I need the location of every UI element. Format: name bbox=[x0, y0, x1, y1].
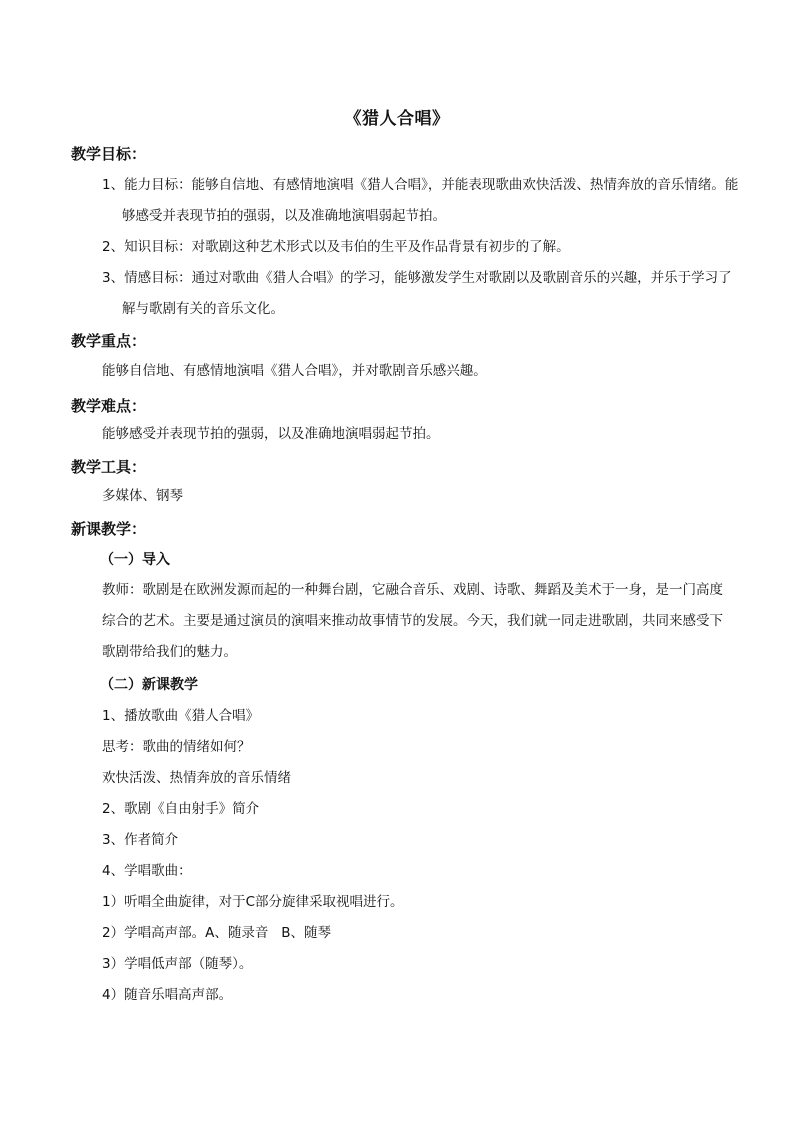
document-title: 《猎人合唱》 bbox=[344, 109, 450, 129]
key-points-heading: 教学重点： bbox=[71, 332, 147, 350]
teaching-line: 4）随音乐唱高声部。 bbox=[102, 987, 233, 1003]
objectives-heading: 教学目标： bbox=[71, 145, 147, 163]
teaching-line: 3、作者简介 bbox=[102, 832, 179, 848]
objective-knowledge: 2、知识目标：对歌剧这种艺术形式以及韦伯的生平及作品背景有初步的了解。 bbox=[102, 239, 570, 255]
key-points-text: 能够自信地、有感情地演唱《猎人合唱》，并对歌剧音乐感兴趣。 bbox=[102, 363, 487, 379]
objective-emotion: 3、情感目标：通过对歌曲《猎人合唱》的学习，能够激发学生对歌剧以及歌剧音乐的兴趣，并乐于学习了解与歌剧有关的音乐文化。 bbox=[102, 270, 732, 317]
tools-heading: 教学工具： bbox=[71, 458, 147, 476]
teaching-line: 1）听唱全曲旋律，对于C部分旋律采取视唱进行。 bbox=[102, 894, 404, 910]
tools-text: 多媒体、钢琴 bbox=[102, 488, 183, 504]
difficulties-heading: 教学难点： bbox=[71, 397, 147, 415]
teaching-line: 1、播放歌曲《猎人合唱》 bbox=[102, 708, 260, 724]
teaching-line: 欢快活泼、热情奔放的音乐情绪 bbox=[102, 770, 291, 786]
teaching-line: 4、学唱歌曲： bbox=[102, 863, 192, 879]
difficulties-text: 能够感受并表现节拍的强弱，以及准确地演唱弱起节拍。 bbox=[102, 426, 440, 442]
teaching-line: 2、歌剧《自由射手》简介 bbox=[102, 801, 260, 817]
intro-paragraph: 教师：歌剧是在欧洲发源而起的一种舞台剧，它融合音乐、戏剧、诗歌、舞蹈及美术于一身，是一门高度综合的艺术。主要是通过演员的演唱来推动故事情节的发展。今天，我们就一同走进歌剧，共同来感受下歌剧带给我们的魅力。 bbox=[102, 582, 723, 660]
new-lesson-heading: 新课教学： bbox=[71, 520, 147, 538]
teaching-line: 思考：歌曲的情绪如何？ bbox=[102, 739, 251, 755]
teaching-subheading: （二）新课教学 bbox=[100, 677, 198, 693]
intro-subheading: （一）导入 bbox=[100, 552, 170, 568]
teaching-line: 2）学唱高声部。A、随录音 B、随琴 bbox=[102, 925, 331, 941]
teaching-line: 3）学唱低声部（随琴）。 bbox=[102, 956, 253, 972]
objective-ability: 1、能力目标：能够自信地、有感情地演唱《猎人合唱》，并能表现歌曲欢快活泼、热情奔放的音乐情绪。能够感受并表现节拍的强弱，以及准确地演唱弱起节拍。 bbox=[102, 177, 739, 224]
